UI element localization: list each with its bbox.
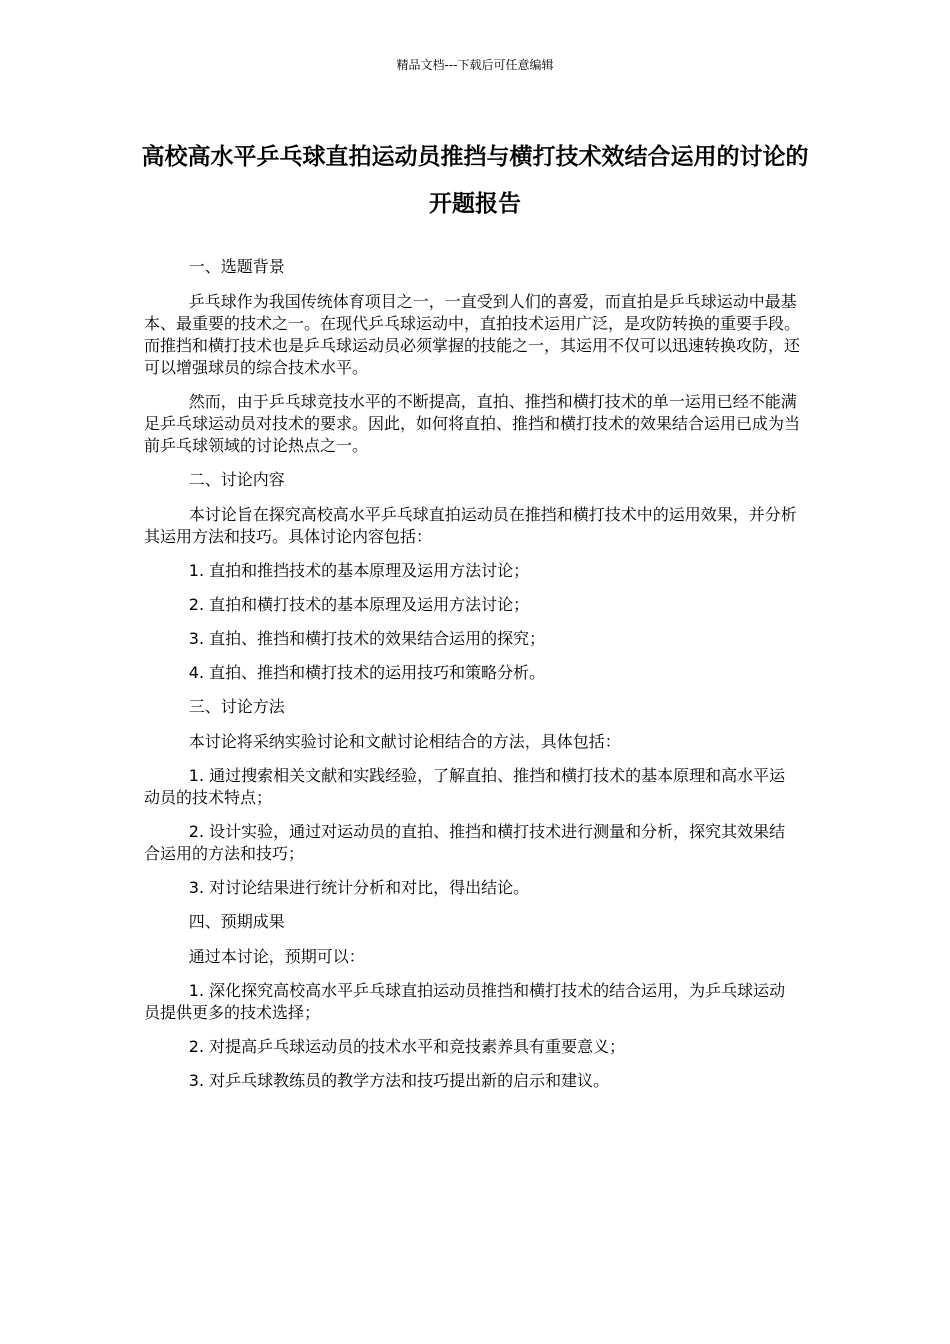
section-heading-outcomes: 四、预期成果 [188, 912, 285, 931]
list-item: 3. 对讨论结果进行统计分析和对比，得出结论。 [188, 878, 530, 897]
body-paragraph: 通过本讨论，预期可以： [188, 947, 365, 966]
list-item: 3. 直拍、推挡和横打技术的效果结合运用的探究； [188, 629, 546, 648]
section-heading-background: 一、选题背景 [188, 257, 285, 276]
body-paragraph: 本讨论将采纳实验讨论和文献讨论相结合的方法，具体包括： [188, 732, 621, 751]
section-heading-method: 三、讨论方法 [188, 697, 285, 716]
header-note: 精品文档---下载后可任意编辑 [396, 58, 554, 72]
body-paragraph: 乒乓球作为我国传统体育项目之一，一直受到人们的喜爱，而直拍是乒乓球运动中最基本、最重要的技术之一。在现代乒乓球运动中，直拍技术运用广泛，是攻防转换的重要手段。而推挡和横打技术也是乒乓球运动员必须掌握的技能之一，其运用不仅可以迅速转换攻防，还可以增强球员的综合技术水平。 [144, 292, 801, 377]
body-paragraph: 本讨论旨在探究高校高水平乒乓球直拍运动员在推挡和横打技术中的运用效果，并分析其运用方法和技巧。具体讨论内容包括： [144, 505, 797, 546]
list-item: 3. 对乒乓球教练员的教学方法和技巧提出新的启示和建议。 [188, 1071, 610, 1090]
list-item: 1. 直拍和推挡技术的基本原理及运用方法讨论； [188, 561, 530, 580]
list-item: 2. 直拍和横打技术的基本原理及运用方法讨论； [188, 595, 530, 614]
list-item: 4. 直拍、推挡和横打技术的运用技巧和策略分析。 [188, 663, 546, 682]
document-title: 高校高水平乒乓球直拍运动员推挡与横打技术效结合运用的讨论的开题报告 [141, 144, 809, 217]
document-body [144, 256, 800, 1104]
list-item: 1. 深化探究高校高水平乒乓球直拍运动员推挡和横打技术的结合运用，为乒乓球运动员提供更多的技术选择； [144, 981, 786, 1022]
body-paragraph: 然而，由于乒乓球竞技水平的不断提高，直拍、推挡和横打技术的单一运用已经不能满足乒乓球运动员对技术的要求。因此，如何将直拍、推挡和横打技术的效果结合运用已成为当前乒乓球领域的讨论热点之一。 [144, 392, 801, 455]
list-item: 2. 设计实验，通过对运动员的直拍、推挡和横打技术进行测量和分析，探究其效果结合运用的方法和技巧； [144, 822, 786, 863]
section-heading-content: 二、讨论内容 [188, 470, 285, 489]
list-item: 2. 对提高乒乓球运动员的技术水平和竞技素养具有重要意义； [188, 1037, 626, 1056]
list-item: 1. 通过搜索相关文献和实践经验，了解直拍、推挡和横打技术的基本原理和高水平运动员的技术特点； [144, 766, 786, 807]
